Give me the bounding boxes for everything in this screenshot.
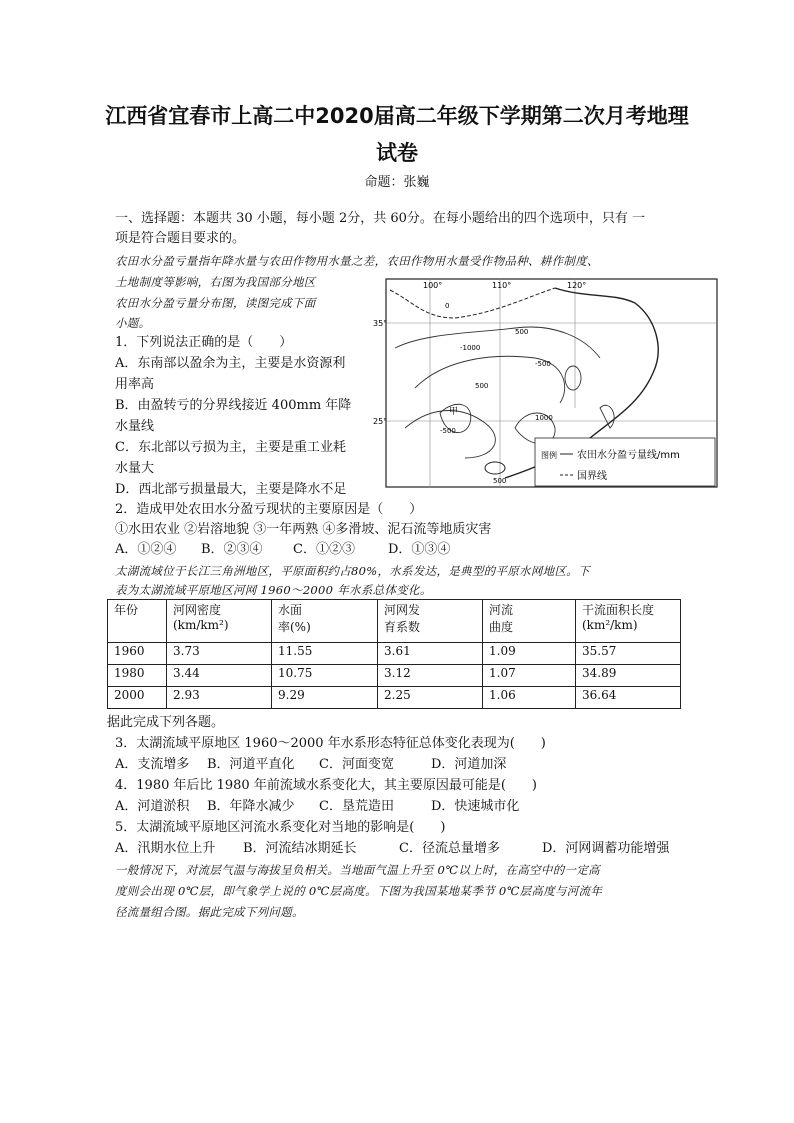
q2-statements: ①水田农业 ②岩溶地貌 ③一年两熟 ④多滑坡、泥石流等地质灾害	[115, 522, 492, 537]
table-cell: 1960	[108, 643, 167, 665]
table-header-cell: 干流面积长度 (km²/km)	[576, 600, 681, 643]
q3-options	[115, 755, 506, 775]
table-cell: 36.64	[576, 687, 681, 709]
q5-option-d[interactable]: D．河网调蓄功能增强	[542, 841, 670, 856]
q1-option-d[interactable]: D．西北部亏损量最大，主要是降水不足	[115, 482, 347, 497]
table-followup: 据此完成下列各题。	[107, 715, 225, 730]
question-2-stem: 2．造成甲处农田水分盈亏现状的主要原因是（ ）	[115, 502, 423, 517]
table-header-cell: 年份	[108, 600, 167, 643]
table-cell: 3.44	[167, 665, 272, 687]
q2-option-c[interactable]: C．①②③	[293, 542, 355, 557]
contour-value: -500	[440, 427, 456, 435]
question-5-stem: 5．太湖流域平原地区河流水系变化对当地的影响是( )	[115, 820, 446, 835]
table-cell: 34.89	[576, 665, 681, 687]
q3-option-c[interactable]: C．河面变宽	[319, 757, 394, 772]
contour-value: -1000	[460, 344, 481, 352]
passage3-line: 度则会出现 0℃层，即气象学上说的 0℃层高度。下图为我国某地某季节 0℃层高度与河流年	[115, 884, 603, 898]
passage2-line: 表为太湖流域平原地区河网 1960～2000 年水系总体变化。	[115, 583, 432, 597]
lon-label: 120°	[567, 281, 587, 290]
section-heading: 一、选择题：本题共 30 小题，每小题 2分，共 60分。在每小题给出的四个选项中，只有 一	[115, 211, 646, 226]
table-header-cell: 水面 率(%)	[272, 600, 378, 643]
table-cell: 2.93	[167, 687, 272, 709]
contour-value: 500	[493, 477, 507, 485]
passage1-line: 农田水分盈亏量分布图，读图完成下面	[115, 296, 316, 310]
lon-label: 110°	[492, 281, 512, 290]
passage1-line: 小题。	[115, 316, 151, 330]
question-1-stem: 1．下列说法正确的是（ ）	[115, 335, 293, 350]
table-cell: 2.25	[378, 687, 483, 709]
section-heading-cont: 项是符合题目要求的。	[115, 231, 246, 246]
table-header-cell: 河网密度 (km/km²)	[167, 600, 272, 643]
q4-option-c[interactable]: C．垦荒造田	[319, 799, 394, 814]
q5-option-a[interactable]: A．汛期水位上升	[115, 841, 216, 856]
table-cell: 35.57	[576, 643, 681, 665]
table-cell: 9.29	[272, 687, 378, 709]
table-row	[108, 643, 681, 665]
q1-option-b[interactable]: B．由盈转亏的分界线接近 400mm 年降	[115, 398, 352, 413]
table-cell: 1.07	[483, 665, 576, 687]
lat-label: 35°	[373, 319, 388, 328]
contour-value: 1000	[535, 414, 553, 422]
table-cell: 1980	[108, 665, 167, 687]
q2-option-d[interactable]: D．①③④	[388, 542, 451, 557]
table-cell: 3.73	[167, 643, 272, 665]
lon-label: 100°	[423, 281, 443, 290]
passage3-line: 径流量组合图。据此完成下列问题。	[115, 905, 304, 919]
q4-options	[115, 797, 519, 817]
contour-value: 500	[515, 328, 529, 336]
table-cell: 11.55	[272, 643, 378, 665]
q1-option-c[interactable]: C．东北部以亏损为主，主要是重工业耗	[115, 440, 346, 455]
q5-option-b[interactable]: B．河流结冰期延长	[243, 841, 357, 856]
table-row	[108, 687, 681, 709]
legend-item: 国界线	[577, 471, 607, 482]
q1-option-a[interactable]: A．东南部以盈余为主，主要是水资源利	[115, 356, 346, 371]
author-line: 命题：张巍	[364, 175, 430, 190]
page-title: 江西省宜春市上高二中2020届高二年级下学期第二次月考地理	[105, 104, 689, 128]
table-cell: 1.09	[483, 643, 576, 665]
table-header-cell: 河网发 育系数	[378, 600, 483, 643]
table-header-cell: 河流 曲度	[483, 600, 576, 643]
q4-option-d[interactable]: D．快速城市化	[431, 799, 520, 814]
q4-option-b[interactable]: B．年降水减少	[207, 799, 295, 814]
q3-option-d[interactable]: D．河道加深	[431, 757, 507, 772]
passage1-line: 土地制度等影响，右图为我国部分地区	[115, 275, 316, 289]
q5-options	[115, 839, 669, 859]
contour-value: 500	[475, 382, 489, 390]
river-network-table	[107, 599, 681, 709]
table-cell: 3.12	[378, 665, 483, 687]
table-header-row	[108, 600, 681, 643]
passage3-line: 一般情况下，对流层气温与海拔呈负相关。当地面气温上升至 0℃以上时，在高空中的一定高	[115, 863, 600, 877]
q1-option-c-cont: 水量大	[115, 461, 155, 476]
q1-option-a-cont: 用率高	[115, 377, 155, 392]
q2-options	[115, 540, 450, 560]
passage2-line: 太湖流域位于长江三角洲地区，平原面积约占80%，水系发达，是典型的平原水网地区。下	[115, 564, 590, 578]
legend-title: 图例	[541, 451, 557, 460]
q3-option-b[interactable]: B．河道平直化	[207, 757, 295, 772]
q2-option-b[interactable]: B．②③④	[201, 542, 263, 557]
table-cell: 2000	[108, 687, 167, 709]
table-cell: 3.61	[378, 643, 483, 665]
water-balance-map	[373, 278, 718, 488]
q2-option-a[interactable]: A．①②④	[115, 542, 177, 557]
question-3-stem: 3．太湖流域平原地区 1960～2000 年水系形态特征总体变化表现为( )	[115, 736, 546, 751]
q3-option-a[interactable]: A．支流增多	[115, 757, 190, 772]
legend-item: 农田水分盈亏量线/mm	[577, 450, 680, 461]
table-row	[108, 665, 681, 687]
table-cell: 10.75	[272, 665, 378, 687]
contour-value: 0	[445, 302, 450, 310]
q5-option-c[interactable]: C．径流总量增多	[399, 841, 500, 856]
lat-label: 25°	[373, 417, 388, 426]
table-cell: 1.06	[483, 687, 576, 709]
place-label-jia: 甲	[449, 407, 459, 417]
question-4-stem: 4．1980 年后比 1980 年前流域水系变化大，其主要原因最可能是( )	[115, 778, 537, 793]
q4-option-a[interactable]: A．河道淤积	[115, 799, 190, 814]
q1-option-b-cont: 水量线	[115, 419, 155, 434]
passage1-line: 农田水分盈亏量指年降水量与农田作物用水量之差，农田作物用水量受作物品种、耕作制度、	[115, 254, 599, 268]
contour-value: -500	[535, 360, 551, 368]
page-title-cont: 试卷	[376, 141, 418, 165]
map-legend	[535, 438, 715, 486]
